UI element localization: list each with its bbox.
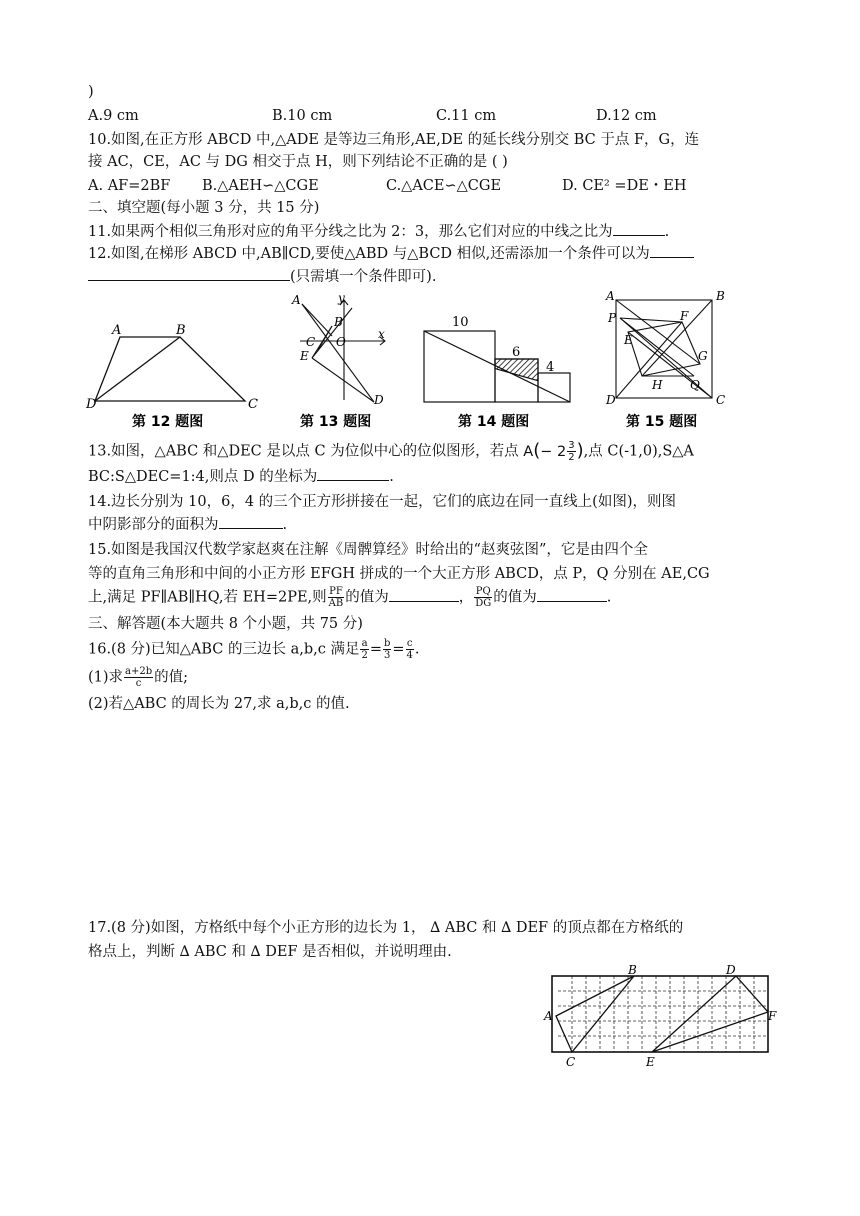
- q14-period: .: [282, 517, 288, 533]
- q14-answer-blank[interactable]: [219, 514, 283, 529]
- fig12-label-d: D: [86, 397, 97, 412]
- q9-option-c: C.11 cm: [436, 108, 497, 124]
- q16-equals-1: =: [369, 641, 382, 658]
- q16-sub1-a: (1)求: [88, 669, 124, 686]
- fig14-label-10: 10: [452, 315, 469, 330]
- q10-option-a: A. AF=2BF: [88, 178, 171, 194]
- fig12-trapezoid: [95, 337, 245, 401]
- q13-left-paren: (: [533, 439, 541, 461]
- fig12-caption: 第 12 题图: [132, 414, 204, 430]
- figures-row: [0, 288, 860, 438]
- fig13-label-o: O: [336, 335, 346, 349]
- fig15-label-c: C: [716, 393, 726, 407]
- q17-triangles: [556, 976, 768, 1052]
- fig15-label-f: F: [680, 309, 689, 323]
- q16-f1-num: a: [361, 638, 368, 649]
- q13-right-paren: ): [576, 439, 584, 461]
- q15-line3-c: ，: [458, 589, 474, 606]
- q13-coord-whole: − 2: [540, 443, 567, 460]
- q15-line3-a: 上,满足 PF∥AB∥HQ,若 EH=2PE,则: [88, 589, 327, 606]
- fig13-label-c: C: [306, 335, 316, 349]
- fig15-label-q: Q: [690, 378, 700, 392]
- q16-sub1-fraction: [124, 666, 153, 689]
- q17-label-f: F: [768, 1009, 777, 1023]
- q16-equals-2: =: [392, 641, 405, 658]
- question9-options: [88, 106, 657, 126]
- q10-option-c: C.△ACE∽△CGE: [386, 178, 502, 194]
- q16-sub1-den: c: [135, 678, 142, 689]
- q11-line: [88, 221, 669, 242]
- fig12-label-b: B: [176, 323, 186, 338]
- q13-frac-num: 3: [568, 440, 575, 451]
- q13-line1: [88, 440, 694, 463]
- q12-answer-blank-2[interactable]: [88, 266, 290, 281]
- q14-line2-text: 中阴影部分的面积为: [88, 517, 219, 533]
- fig15-label-h: H: [652, 378, 663, 392]
- q15-line2: 等的直角三角形和中间的小正方形 EFGH 拼成的一个大正方形 ABCD，点 P，Q 分别在 AE,CG: [88, 566, 710, 582]
- q13-period: .: [389, 469, 394, 485]
- q12-text: 12.如图,在梯形 ABCD 中,AB∥CD,要使△ABD 与△BCD 相似,还需添加一个条件可以为: [88, 246, 650, 262]
- q11-answer-blank[interactable]: [613, 221, 665, 236]
- fig12-label-c: C: [248, 397, 258, 412]
- q11-text: 11.如果两个相似三角形对应的角平分线之比为 2：3，那么它们对应的中线之比为: [88, 224, 613, 240]
- q15-line3-d: 的值为: [493, 589, 537, 606]
- q13-answer-blank[interactable]: [317, 466, 389, 481]
- q15-frac2-den: DG: [475, 598, 492, 609]
- section3-heading: 三、解答题(本大题共 8 个小题，共 75 分): [88, 616, 363, 632]
- q10-options: [88, 176, 687, 196]
- q16-frac-c4: [406, 638, 414, 661]
- q9-option-b: B.10 cm: [272, 108, 333, 124]
- q17-grid-figure: [540, 964, 780, 1068]
- q10-option-b: B.△AEH∽△CGE: [202, 178, 319, 194]
- q15-fraction-pf-ab: [328, 586, 345, 609]
- q17-label-b: B: [628, 964, 637, 977]
- q16-f1-den: 2: [361, 650, 368, 661]
- fig14-label-6: 6: [512, 345, 521, 360]
- fig13-label-y: y: [338, 291, 345, 305]
- q15-frac1-num: PF: [329, 586, 343, 597]
- section2-heading: 二、填空题(每小题 3 分，共 15 分): [88, 200, 320, 216]
- q17-line2: 格点上，判断 ∆ ABC 和 ∆ DEF 是否相似，并说明理由.: [88, 944, 452, 960]
- q17-grid-dashed: [558, 976, 768, 1052]
- q13-point: [523, 439, 584, 463]
- q11-period: .: [664, 224, 670, 240]
- q16-f3-den: 4: [406, 650, 413, 661]
- fig15-label-a: A: [606, 289, 615, 303]
- fig12-label-a: A: [112, 323, 122, 338]
- q13-coord-fraction: [567, 440, 575, 463]
- q16-sub1: [88, 666, 188, 689]
- q13-text-a: 13.如图，△ABC 和△DEC 是以点 C 为位似中心的位似图形，若点: [88, 443, 519, 460]
- question9-closing-paren: ): [88, 84, 94, 100]
- q15-frac1-den: AB: [328, 598, 344, 609]
- q16-sub1-b: 的值;: [154, 669, 189, 686]
- q9-option-d: D.12 cm: [596, 108, 657, 124]
- q9-option-a: A.9 cm: [88, 108, 139, 124]
- fig13-label-x: x: [378, 327, 385, 341]
- q16-line1: [88, 638, 420, 661]
- q14-line2: [88, 514, 287, 535]
- q13-line2: [88, 466, 394, 487]
- q17-label-d: D: [726, 964, 736, 977]
- fig13-caption: 第 13 题图: [300, 414, 372, 430]
- q16-period: .: [414, 641, 420, 658]
- q13-point-label: A: [523, 443, 534, 460]
- fig15-caption: 第 15 题图: [626, 414, 698, 430]
- q12-line2-text: (只需填一个条件即可).: [290, 269, 437, 285]
- q15-line1: 15.如图是我国汉代数学家赵爽在注解《周髀算经》时给出的“赵爽弦图”，它是由四个全: [88, 542, 648, 558]
- q16-frac-a2: [360, 638, 368, 661]
- q17-grid-border: [552, 976, 768, 1052]
- q15-frac2-num: PQ: [475, 586, 491, 597]
- fig15-label-b: B: [716, 289, 725, 303]
- fig13-label-e: E: [300, 349, 309, 363]
- fig13-label-d: D: [374, 393, 384, 407]
- q13-line2-text: BC:S△DEC=1:4,则点 D 的坐标为: [88, 469, 318, 485]
- q12-line1: [88, 243, 694, 264]
- q17-label-c: C: [566, 1055, 576, 1068]
- q17-line1: 17.(8 分)如图，方格纸中每个小正方形的边长为 1， ∆ ABC 和 ∆ DEF 的顶点都在方格纸的: [88, 920, 684, 936]
- fig13-label-b: B: [334, 315, 343, 329]
- q16-f3-num: c: [406, 638, 413, 649]
- q16-sub2: (2)若△ABC 的周长为 27,求 a,b,c 的值.: [88, 696, 350, 712]
- q12-line2: [88, 266, 436, 287]
- q15-answer-blank-2[interactable]: [537, 587, 607, 602]
- q10-line1: 10.如图,在正方形 ABCD 中,△ADE 是等边三角形,AE,DE 的延长线分别交 BC 于点 F，G，连: [88, 132, 700, 148]
- q16-frac-b3: [383, 638, 391, 661]
- q16-sub1-num: a+2b: [125, 666, 153, 677]
- fig14-label-4: 4: [546, 360, 555, 375]
- fig15-label-d: D: [606, 393, 616, 407]
- q10-option-d: D. CE² =DE・EH: [562, 178, 687, 194]
- q13-text-b: ,点 C(-1,0),S△A: [583, 443, 694, 460]
- q14-line1: 14.边长分别为 10，6，4 的三个正方形拼接在一起，它们的底边在同一直线上(如图)，则图: [88, 494, 676, 510]
- q15-period: .: [606, 589, 612, 606]
- q16-text: 16.(8 分)已知△ABC 的三边长 a,b,c 满足: [88, 641, 360, 658]
- fig15-label-p: P: [608, 311, 617, 325]
- fig14-caption: 第 14 题图: [458, 414, 530, 430]
- q10-line2: 接 AC，CE，AC 与 DG 相交于点 H，则下列结论不正确的是 ( ): [88, 154, 508, 170]
- fig15-label-e: E: [624, 333, 633, 347]
- q12-answer-blank-1[interactable]: [650, 243, 694, 258]
- q17-label-a: A: [544, 1009, 553, 1023]
- q15-answer-blank-1[interactable]: [389, 587, 459, 602]
- q15-fraction-pq-dg: [474, 586, 492, 609]
- q15-line3-b: 的值为: [345, 589, 389, 606]
- q15-line3: [88, 586, 611, 609]
- fig13-label-a: A: [292, 293, 301, 307]
- q13-frac-den: 2: [568, 452, 575, 463]
- q17-label-e: E: [646, 1055, 655, 1068]
- q16-f2-num: b: [383, 638, 391, 649]
- fig15-label-g: G: [698, 349, 708, 363]
- q16-f2-den: 3: [384, 650, 391, 661]
